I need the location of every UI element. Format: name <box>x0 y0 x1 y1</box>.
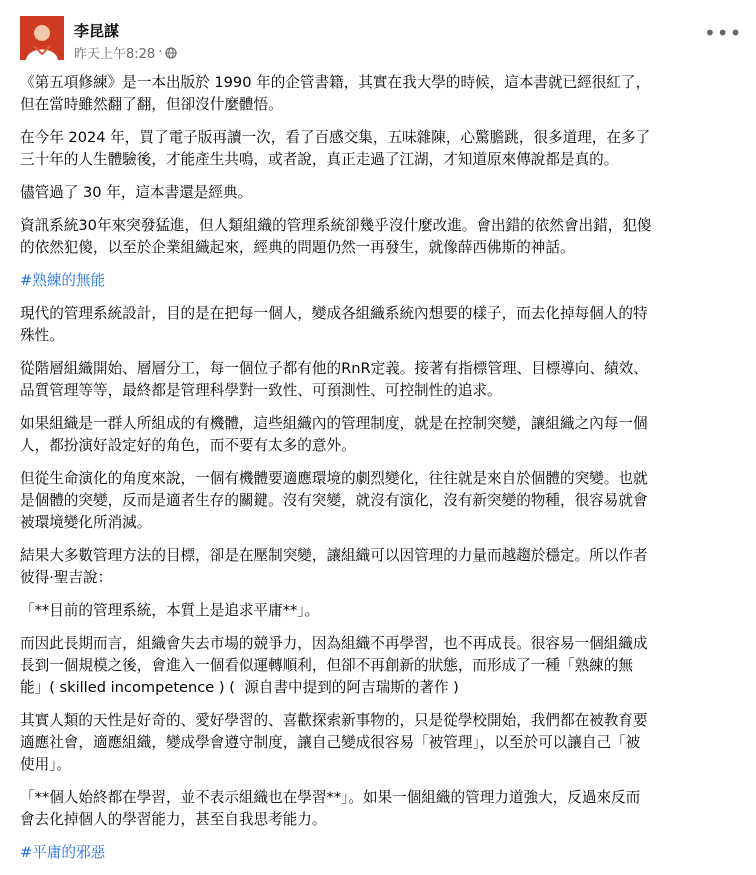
post-paragraph: 如果組織是一群人所組成的有機體，這些組織內的管理制度，就是在控制突變，讓組織之內每一個 人，都扮演好設定好的角色，而不要有太多的意外。 <box>20 415 648 454</box>
post-paragraph: 而因此長期而言，組織會失去市場的競爭力，因為組織不再學習，也不再成長。很容易一個組織成 長到一個規模之後，會進入一個看似運轉順利，但卻不再創新的狀態，而形成了一種「熟練的無 能」( skilled incompetence ) ( 源自書中提到的阿吉瑞斯的著作 ) <box>20 635 648 696</box>
globe-icon[interactable] <box>165 47 177 59</box>
post-paragraph: 其實人類的天性是好奇的、愛好學習的、喜歡探索新事物的，只是從學校開始，我們都在被教育要 適應社會，適應組織，變成學會遵守制度，讓自己變成很容易「被管理」，以至於可以讓自己「被 使用」。 <box>20 712 648 773</box>
more-options-button[interactable]: ••• <box>704 21 743 45</box>
avatar[interactable] <box>20 16 64 60</box>
post-paragraph: 資訊系統30年來突發猛進，但人類組織的管理系統卻幾乎沒什麼改進。會出錯的依然會出錯，犯傻 的依然犯傻，以至於企業組織起來，經典的問題仍然一再發生，就像薛西佛斯的神話。 <box>20 217 652 256</box>
hashtag-link[interactable]: #平庸的邪惡 <box>20 844 106 861</box>
post-meta <box>74 43 177 62</box>
post-body <box>20 72 740 875</box>
post-header <box>20 16 743 64</box>
post-paragraph: 從階層組織開始、層層分工，每一個位子都有他的RnR定義。接著有指標管理、目標導向、績效、 品質管理等等，最終都是管理科學對一致性、可預測性、可控制性的追求。 <box>20 360 648 399</box>
post-paragraph: 「**個人始終都在學習，並不表示組織也在學習**」。如果一個組織的管理力道強大，反過來反而 會去化掉個人的學習能力，甚至自我思考能力。 <box>20 789 641 828</box>
post-paragraph: 在今年 2024 年，買了電子版再讀一次，看了百感交集，五味雜陳，心驚膽跳，很多道理，在多了 三十年的人生體驗後，才能產生共鳴，或者說，真正走過了江湖，才知道原來傳說都是真的。 <box>20 129 651 168</box>
post-paragraph: 「**目前的管理系統，本質上是追求平庸**」。 <box>20 602 320 619</box>
meta-separator: · <box>158 45 163 60</box>
profile-photo <box>20 16 64 60</box>
post-paragraph: 儘管過了 30 年，這本書還是經典。 <box>20 184 253 201</box>
post-timestamp[interactable]: 昨天上午8:28 <box>74 47 156 62</box>
post-paragraph: 結果大多數管理方法的目標，卻是在壓制突變，讓組織可以因管理的力量而越趨於穩定。所以作者 彼得·聖吉說： <box>20 547 648 586</box>
hashtag-link[interactable]: #熟練的無能 <box>20 272 106 289</box>
post-paragraph: 《第五項修練》是一本出版於 1990 年的企管書籍，其實在我大學的時候，這本書就已經很紅了， 但在當時雖然翻了翻，但卻沒什麼體悟。 <box>20 74 651 113</box>
post-paragraph: 現代的管理系統設計，目的是在把每一個人，變成各組織系統內想要的樣子，而去化掉每個人的特 殊性。 <box>20 305 648 344</box>
post-paragraph: 但從生命演化的角度來說，一個有機體要適應環境的劇烈變化，往往就是來自於個體的突變。也就 是個體的突變，反而是適者生存的關鍵。沒有突變，就沒有演化，沒有新突變的物種，很容易就會 被環境變化所消滅。 <box>20 470 648 531</box>
author-name[interactable]: 李昆謀 <box>74 22 120 40</box>
